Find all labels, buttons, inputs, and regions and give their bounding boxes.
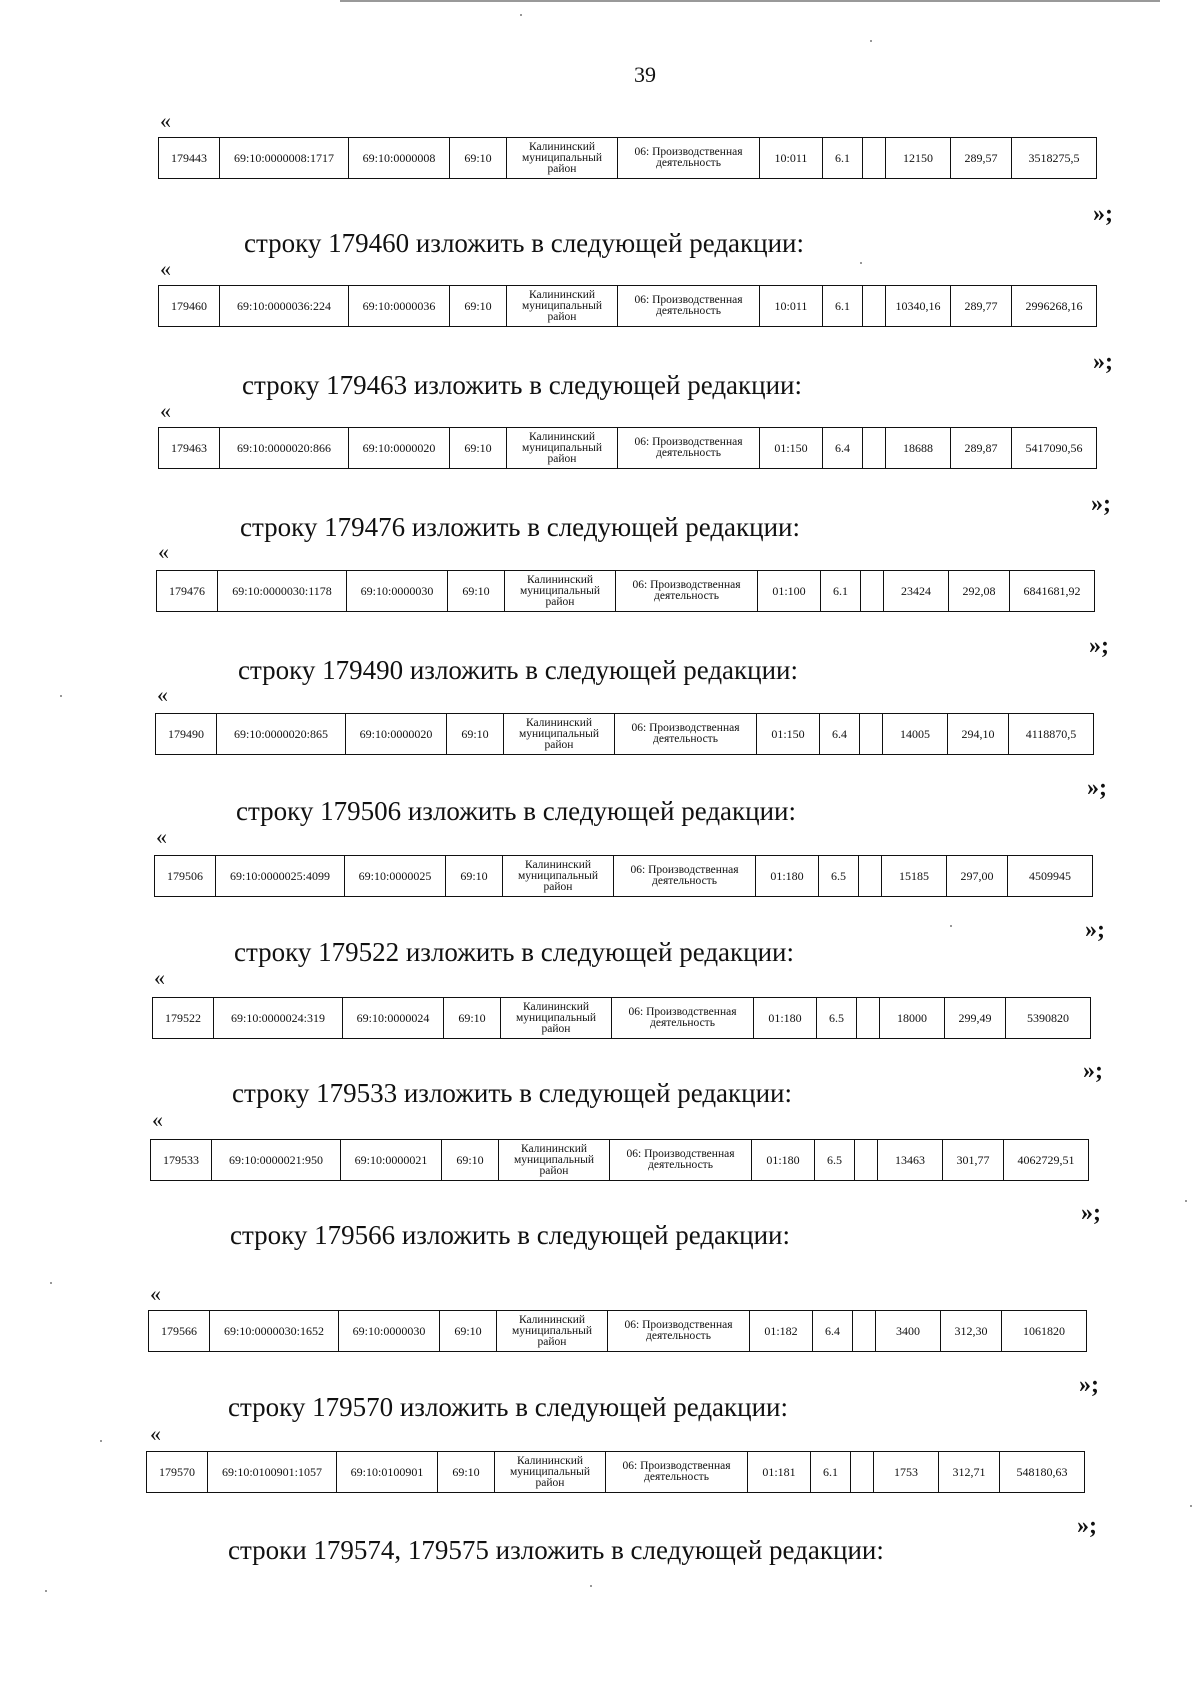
area-cell: 3400 <box>876 1311 941 1352</box>
district-code-cell: 69:10 <box>442 1140 499 1181</box>
empty-cell <box>863 286 886 327</box>
section-heading: строку 179566 изложить в следующей редакции: <box>230 1220 791 1250</box>
district-code-cell: 69:10 <box>447 714 504 755</box>
empty-cell <box>857 998 880 1039</box>
row-number-cell: 179476 <box>157 571 218 612</box>
group-cell: 6.5 <box>815 1140 855 1181</box>
use-code-cell: 10:011 <box>760 138 823 179</box>
activity-cell: 06: Производственная деятельность <box>618 286 760 327</box>
scan-speck <box>870 40 872 42</box>
district-code-cell: 69:10 <box>450 428 507 469</box>
use-code-cell: 01:150 <box>757 714 820 755</box>
section-heading: строку 179522 изложить в следующей редакции: <box>234 937 795 967</box>
section-heading: строку 179476 изложить в следующей редакции: <box>240 512 801 542</box>
value-cell: 2996268,16 <box>1012 286 1097 327</box>
activity-cell: 06: Производственная деятельность <box>612 998 754 1039</box>
quarter-cell: 69:10:0000020 <box>346 714 447 755</box>
rate-cell: 299,49 <box>945 998 1006 1039</box>
quarter-cell: 69:10:0100901 <box>337 1452 438 1493</box>
area-cell: 10340,16 <box>886 286 951 327</box>
group-cell: 6.4 <box>813 1311 853 1352</box>
scan-speck <box>50 1282 52 1284</box>
closing-quote: »; <box>1089 633 1109 659</box>
cadastral-number-cell: 69:10:0000021:950 <box>212 1140 341 1181</box>
municipality-cell: Калининский муниципальный район <box>504 714 615 755</box>
group-cell: 6.5 <box>817 998 857 1039</box>
value-cell: 548180,63 <box>1000 1452 1085 1493</box>
opening-quote: « <box>158 539 169 564</box>
scan-speck <box>45 1590 47 1592</box>
section-heading: строку 179490 изложить в следующей редакции: <box>238 655 799 685</box>
row-number-cell: 179506 <box>155 856 216 897</box>
value-cell: 6841681,92 <box>1010 571 1095 612</box>
opening-quote: « <box>156 824 167 849</box>
area-cell: 14005 <box>883 714 948 755</box>
empty-cell <box>861 571 884 612</box>
group-cell: 6.4 <box>820 714 860 755</box>
group-cell: 6.1 <box>821 571 861 612</box>
row-number-cell: 179443 <box>159 138 220 179</box>
cadastral-table-row <box>146 1451 1085 1493</box>
cadastral-table-row <box>148 1310 1087 1352</box>
cadastral-number-cell: 69:10:0100901:1057 <box>208 1452 337 1493</box>
use-code-cell: 01:182 <box>750 1311 813 1352</box>
use-code-cell: 01:100 <box>758 571 821 612</box>
use-code-cell: 01:180 <box>754 998 817 1039</box>
activity-cell: 06: Производственная деятельность <box>610 1140 752 1181</box>
rate-cell: 297,00 <box>947 856 1008 897</box>
group-cell: 6.1 <box>823 138 863 179</box>
use-code-cell: 01:180 <box>756 856 819 897</box>
municipality-cell: Калининский муниципальный район <box>507 428 618 469</box>
use-code-cell: 01:180 <box>752 1140 815 1181</box>
opening-quote: « <box>150 1281 161 1306</box>
municipality-cell: Калининский муниципальный район <box>499 1140 610 1181</box>
group-cell: 6.4 <box>823 428 863 469</box>
activity-cell: 06: Производственная деятельность <box>614 856 756 897</box>
row-number-cell: 179463 <box>159 428 220 469</box>
area-cell: 12150 <box>886 138 951 179</box>
table-row <box>159 138 1097 179</box>
table-row <box>149 1311 1087 1352</box>
area-cell: 23424 <box>884 571 949 612</box>
cadastral-table-row <box>158 137 1097 179</box>
scan-speck <box>520 14 522 16</box>
opening-quote: « <box>160 256 171 281</box>
cadastral-table-row <box>154 855 1093 897</box>
value-cell: 5390820 <box>1006 998 1091 1039</box>
activity-cell: 06: Производственная деятельность <box>616 571 758 612</box>
activity-cell: 06: Производственная деятельность <box>618 428 760 469</box>
municipality-cell: Калининский муниципальный район <box>495 1452 606 1493</box>
table-row <box>156 714 1094 755</box>
quarter-cell: 69:10:0000030 <box>347 571 448 612</box>
cadastral-number-cell: 69:10:0000020:865 <box>217 714 346 755</box>
table-row <box>153 998 1091 1039</box>
area-cell: 18688 <box>886 428 951 469</box>
area-cell: 13463 <box>878 1140 943 1181</box>
cadastral-table-row <box>158 427 1097 469</box>
cadastral-number-cell: 69:10:0000030:1178 <box>218 571 347 612</box>
rate-cell: 301,77 <box>943 1140 1004 1181</box>
municipality-cell: Калининский муниципальный район <box>503 856 614 897</box>
row-number-cell: 179522 <box>153 998 214 1039</box>
empty-cell <box>853 1311 876 1352</box>
rate-cell: 312,71 <box>939 1452 1000 1493</box>
section-heading: строку 179506 изложить в следующей редакции: <box>236 796 797 826</box>
municipality-cell: Калининский муниципальный район <box>507 286 618 327</box>
scan-speck <box>1185 1200 1187 1202</box>
cadastral-number-cell: 69:10:0000024:319 <box>214 998 343 1039</box>
district-code-cell: 69:10 <box>446 856 503 897</box>
opening-quote: « <box>157 682 168 707</box>
quarter-cell: 69:10:0000030 <box>339 1311 440 1352</box>
municipality-cell: Калининский муниципальный район <box>507 138 618 179</box>
table-row <box>159 428 1097 469</box>
opening-quote: « <box>154 965 165 990</box>
cadastral-table-row <box>150 1139 1089 1181</box>
district-code-cell: 69:10 <box>450 286 507 327</box>
use-code-cell: 01:181 <box>748 1452 811 1493</box>
closing-quote: »; <box>1079 1372 1099 1398</box>
table-row <box>155 856 1093 897</box>
empty-cell <box>860 714 883 755</box>
activity-cell: 06: Производственная деятельность <box>615 714 757 755</box>
opening-quote: « <box>160 398 171 423</box>
final-heading: строки 179574, 179575 изложить в следующей редакции: <box>228 1535 884 1565</box>
table-row <box>151 1140 1089 1181</box>
empty-cell <box>855 1140 878 1181</box>
value-cell: 3518275,5 <box>1012 138 1097 179</box>
activity-cell: 06: Производственная деятельность <box>618 138 760 179</box>
closing-quote: »; <box>1091 491 1111 517</box>
table-row <box>159 286 1097 327</box>
section-heading: строку 179463 изложить в следующей редакции: <box>242 370 803 400</box>
value-cell: 5417090,56 <box>1012 428 1097 469</box>
quarter-cell: 69:10:0000025 <box>345 856 446 897</box>
quarter-cell: 69:10:0000020 <box>349 428 450 469</box>
closing-quote: »; <box>1087 775 1107 801</box>
district-code-cell: 69:10 <box>444 998 501 1039</box>
quarter-cell: 69:10:0000021 <box>341 1140 442 1181</box>
row-number-cell: 179490 <box>156 714 217 755</box>
scan-edge-line <box>340 0 1160 2</box>
rate-cell: 292,08 <box>949 571 1010 612</box>
empty-cell <box>863 428 886 469</box>
district-code-cell: 69:10 <box>448 571 505 612</box>
closing-quote: »; <box>1093 201 1113 227</box>
value-cell: 4062729,51 <box>1004 1140 1089 1181</box>
row-number-cell: 179533 <box>151 1140 212 1181</box>
closing-quote: »; <box>1077 1513 1097 1539</box>
scan-speck <box>1190 1505 1192 1507</box>
table-row <box>147 1452 1085 1493</box>
group-cell: 6.5 <box>819 856 859 897</box>
scan-speck <box>60 695 62 697</box>
activity-cell: 06: Производственная деятельность <box>608 1311 750 1352</box>
table-row <box>157 571 1095 612</box>
cadastral-number-cell: 69:10:0000036:224 <box>220 286 349 327</box>
quarter-cell: 69:10:0000036 <box>349 286 450 327</box>
area-cell: 1753 <box>874 1452 939 1493</box>
rate-cell: 294,10 <box>948 714 1009 755</box>
cadastral-table-row <box>156 570 1095 612</box>
scan-speck <box>100 1440 102 1442</box>
district-code-cell: 69:10 <box>440 1311 497 1352</box>
area-cell: 15185 <box>882 856 947 897</box>
section-heading: строку 179460 изложить в следующей редакции: <box>244 228 805 258</box>
opening-quote: « <box>152 1107 163 1132</box>
section-heading: строку 179533 изложить в следующей редакции: <box>232 1078 793 1108</box>
cadastral-number-cell: 69:10:0000020:866 <box>220 428 349 469</box>
area-cell: 18000 <box>880 998 945 1039</box>
municipality-cell: Калининский муниципальный район <box>505 571 616 612</box>
group-cell: 6.1 <box>811 1452 851 1493</box>
scan-speck <box>590 1585 592 1587</box>
section-heading: строку 179570 изложить в следующей редакции: <box>228 1392 789 1422</box>
closing-quote: »; <box>1093 349 1113 375</box>
scan-speck <box>950 925 952 927</box>
district-code-cell: 69:10 <box>450 138 507 179</box>
use-code-cell: 10:011 <box>760 286 823 327</box>
rate-cell: 312,30 <box>941 1311 1002 1352</box>
rate-cell: 289,77 <box>951 286 1012 327</box>
use-code-cell: 01:150 <box>760 428 823 469</box>
row-number-cell: 179460 <box>159 286 220 327</box>
activity-cell: 06: Производственная деятельность <box>606 1452 748 1493</box>
row-number-cell: 179566 <box>149 1311 210 1352</box>
closing-quote: »; <box>1081 1200 1101 1226</box>
rate-cell: 289,87 <box>951 428 1012 469</box>
rate-cell: 289,57 <box>951 138 1012 179</box>
cadastral-number-cell: 69:10:0000025:4099 <box>216 856 345 897</box>
closing-quote: »; <box>1085 917 1105 943</box>
quarter-cell: 69:10:0000008 <box>349 138 450 179</box>
cadastral-number-cell: 69:10:0000030:1652 <box>210 1311 339 1352</box>
group-cell: 6.1 <box>823 286 863 327</box>
district-code-cell: 69:10 <box>438 1452 495 1493</box>
closing-quote: »; <box>1083 1058 1103 1084</box>
value-cell: 4509945 <box>1008 856 1093 897</box>
empty-cell <box>863 138 886 179</box>
cadastral-number-cell: 69:10:0000008:1717 <box>220 138 349 179</box>
page-number: 39 <box>634 62 656 87</box>
cadastral-table-row <box>158 285 1097 327</box>
municipality-cell: Калининский муниципальный район <box>497 1311 608 1352</box>
empty-cell <box>851 1452 874 1493</box>
quarter-cell: 69:10:0000024 <box>343 998 444 1039</box>
municipality-cell: Калининский муниципальный район <box>501 998 612 1039</box>
cadastral-table-row <box>155 713 1094 755</box>
empty-cell <box>859 856 882 897</box>
value-cell: 1061820 <box>1002 1311 1087 1352</box>
row-number-cell: 179570 <box>147 1452 208 1493</box>
value-cell: 4118870,5 <box>1009 714 1094 755</box>
scan-speck <box>860 262 862 264</box>
cadastral-table-row <box>152 997 1091 1039</box>
opening-quote: « <box>160 108 171 133</box>
opening-quote: « <box>150 1421 161 1446</box>
